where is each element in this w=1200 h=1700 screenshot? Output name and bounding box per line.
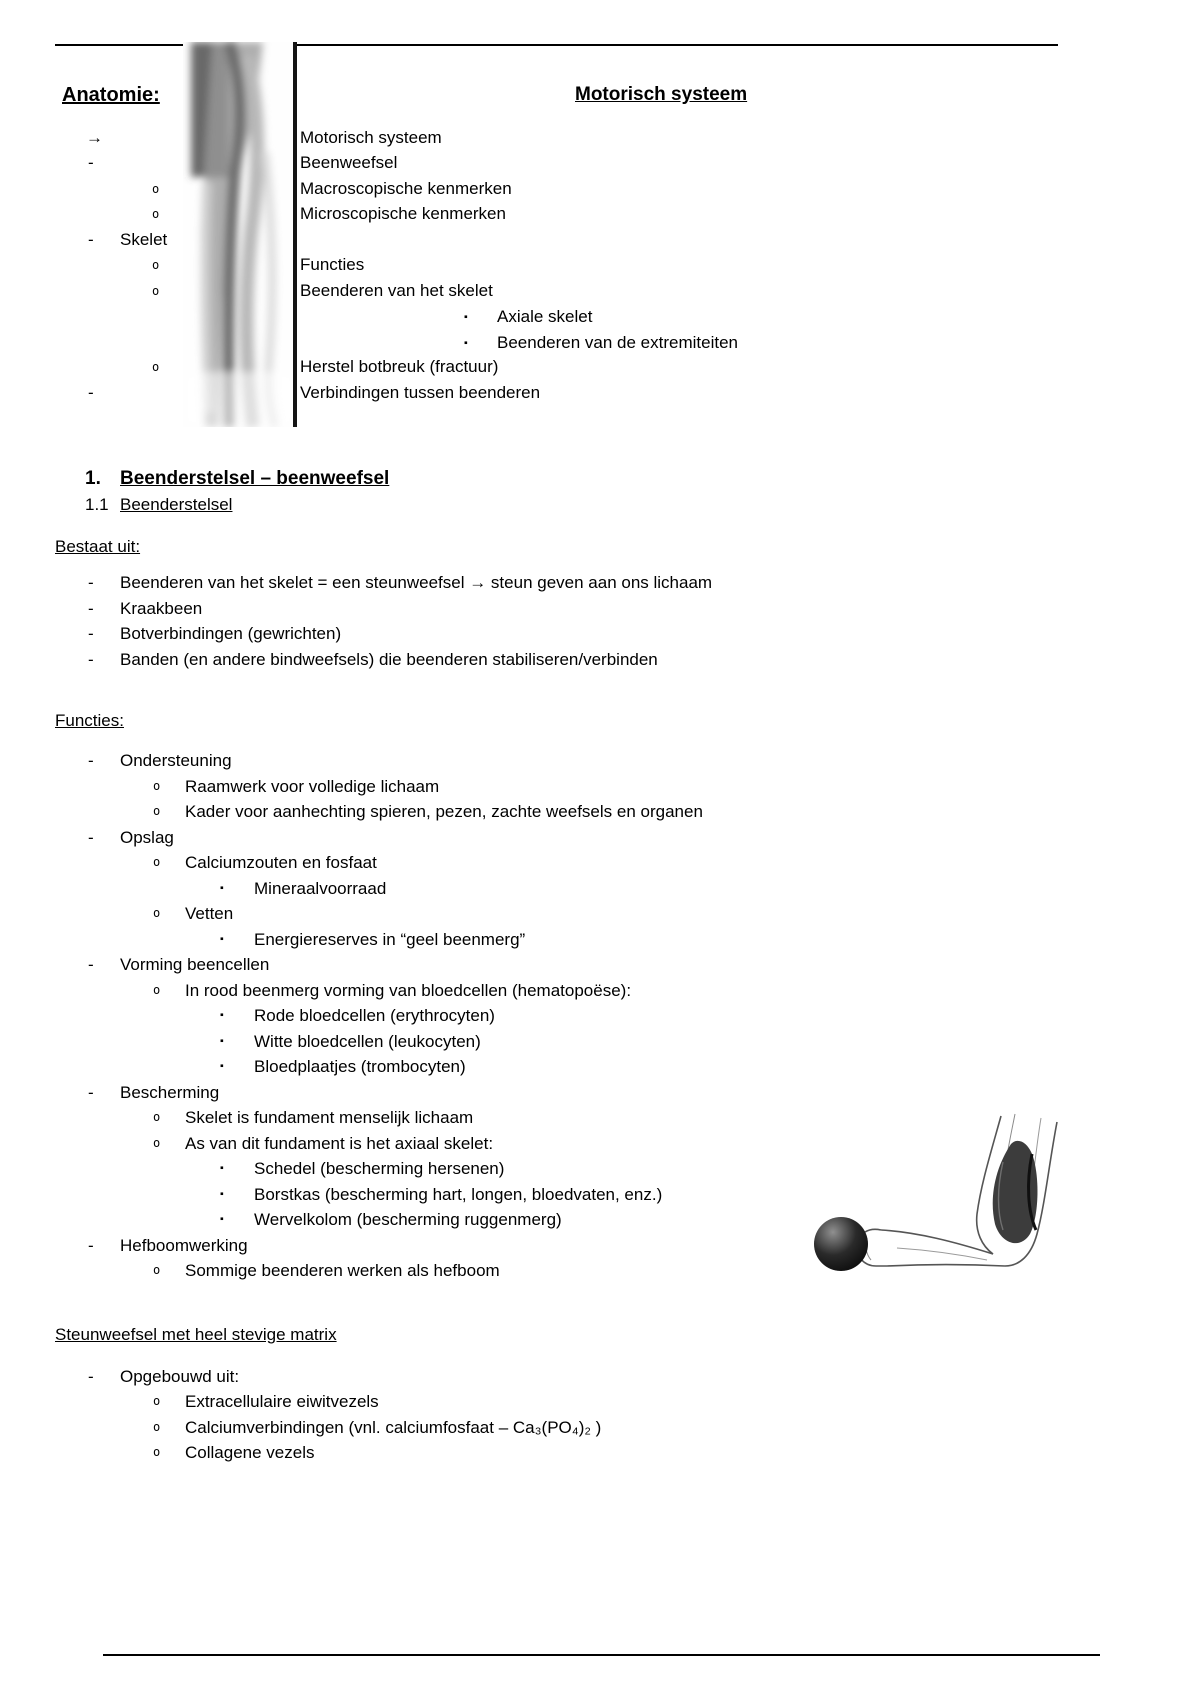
- arrow-bullet-icon: →: [86, 128, 103, 147]
- diagram-row: [0, 380, 1200, 406]
- diagram-line: Beenderen van het skelet: [300, 281, 493, 300]
- list-item: o Extracellulaire eiwitvezels: [0, 1389, 1200, 1415]
- section-number: 1.: [85, 468, 101, 489]
- list-item: o Sommige beenderen werken als hefboom: [0, 1258, 1200, 1284]
- diagram-line: Macroscopische kenmerken: [300, 179, 512, 198]
- list-item: - Vorming beencellen: [0, 952, 1200, 978]
- dash-bullet-icon: -: [88, 230, 94, 249]
- list-item: o Vetten: [0, 901, 1200, 927]
- square-bullet-icon: ▪: [220, 1060, 224, 1072]
- circle-bullet-icon: o: [153, 1135, 161, 1150]
- circle-bullet-icon: o: [153, 1263, 161, 1277]
- list-item: ▪ Witte bloedcellen (leukocyten): [0, 1029, 1200, 1055]
- dash-bullet-icon: -: [88, 1366, 94, 1386]
- list-item: ▪ Energiereserves in “geel beenmerg”: [0, 927, 1200, 953]
- list-item: - Banden (en andere bindweefsels) die beenderen stabiliseren/verbinden: [0, 647, 1200, 673]
- diagram-label-skelet: Skelet: [120, 230, 168, 249]
- diagram-line: Microscopische kenmerken: [300, 204, 506, 223]
- diagram-row: [0, 278, 1200, 304]
- diagram-row: [0, 354, 1200, 380]
- dash-bullet-icon: -: [88, 624, 94, 643]
- subsection-heading: [0, 492, 1200, 518]
- circle-bullet-icon: o: [153, 1110, 161, 1124]
- list-item: ▪ Rode bloedcellen (erythrocyten): [0, 1003, 1200, 1029]
- diagram-line: Verbindingen tussen beenderen: [300, 383, 541, 402]
- circle-bullet-icon: o: [152, 207, 160, 221]
- diagram-row: [0, 125, 1200, 151]
- list-item: o In rood beenmerg vorming van bloedcellen (hematopoëse):: [0, 978, 1200, 1004]
- list-item: o As van dit fundament is het axiaal skelet:: [0, 1131, 1200, 1157]
- list-item: ▪ Borstkas (bescherming hart, longen, bloedvaten, enz.): [0, 1182, 1200, 1208]
- diagram-row: [0, 201, 1200, 227]
- steunweefsel-heading: Steunweefsel met heel stevige matrix: [55, 1324, 337, 1344]
- circle-bullet-icon: o: [153, 1419, 161, 1434]
- diagram-row: [0, 252, 1200, 278]
- square-bullet-icon: ▪: [220, 881, 224, 894]
- list-item: o Skelet is fundament menselijk lichaam: [0, 1105, 1200, 1131]
- square-bullet-icon: ▪: [220, 1187, 224, 1200]
- diagram-row: [0, 330, 1200, 356]
- arm-flex-illustration: [805, 1112, 1067, 1300]
- circle-bullet-icon: o: [153, 906, 161, 920]
- diagram-row: [0, 176, 1200, 202]
- bestaat-list: [0, 570, 1200, 672]
- page-title-left: Anatomie:: [62, 84, 160, 106]
- list-item: - Opgebouwd uit:: [0, 1364, 1200, 1390]
- document-body: [0, 465, 1200, 1466]
- list-item: - Beenderen van het skelet = een steunweefsel → steun geven aan ons lichaam: [0, 570, 1200, 596]
- list-item: o Collagene vezels: [0, 1440, 1200, 1466]
- diagram-row: [0, 227, 1200, 253]
- list-item: - Opslag: [0, 825, 1200, 851]
- steunweefsel-list: [0, 1364, 1200, 1466]
- dash-bullet-icon: -: [88, 383, 94, 402]
- diagram-row: [0, 150, 1200, 176]
- list-item: - Botverbindingen (gewrichten): [0, 621, 1200, 647]
- subsection-number: 1.1: [85, 495, 109, 514]
- section-heading: [0, 465, 1200, 492]
- square-bullet-icon: ▪: [220, 932, 224, 945]
- diagram-line: Axiale skelet: [497, 307, 593, 326]
- square-bullet-icon: ▪: [220, 1213, 224, 1225]
- circle-bullet-icon: o: [152, 258, 160, 272]
- square-bullet-icon: ▪: [464, 337, 468, 349]
- diagram-line: Functies: [300, 255, 365, 274]
- diagram-line: Beenderen van de extremiteiten: [497, 333, 738, 352]
- dash-bullet-icon: -: [88, 955, 94, 974]
- list-item: ▪ Mineraalvoorraad: [0, 876, 1200, 902]
- diagram-line: Beenweefsel: [300, 153, 398, 172]
- list-item: ▪ Bloedplaatjes (trombocyten): [0, 1054, 1200, 1080]
- dash-bullet-icon: -: [88, 1082, 94, 1102]
- circle-bullet-icon: o: [153, 778, 161, 793]
- square-bullet-icon: ▪: [220, 1162, 224, 1174]
- list-item: - Hefboomwerking: [0, 1233, 1200, 1259]
- list-item: - Kraakbeen: [0, 596, 1200, 622]
- list-item: o Calciumverbindingen (vnl. calciumfosfaat – Ca₃(PO₄)₂ ): [0, 1415, 1200, 1441]
- bestaat-heading: Bestaat uit:: [55, 537, 141, 556]
- list-item: - Bescherming: [0, 1080, 1200, 1106]
- list-item: o Kader voor aanhechting spieren, pezen, zachte weefsels en organen: [0, 799, 1200, 825]
- diagram-line: Herstel botbreuk (fractuur): [300, 357, 499, 376]
- circle-bullet-icon: o: [152, 182, 160, 196]
- dash-bullet-icon: -: [88, 153, 94, 172]
- list-item: ▪ Schedel (bescherming hersenen): [0, 1156, 1200, 1182]
- bottom-rule: [103, 1654, 1100, 1656]
- diagram-line: Motorisch systeem: [300, 128, 442, 147]
- functies-heading: Functies:: [55, 711, 124, 730]
- section-title: Beenderstelsel – beenweefsel: [120, 468, 390, 489]
- dash-bullet-icon: -: [88, 573, 94, 592]
- diagram-row: [0, 304, 1200, 330]
- dash-bullet-icon: -: [88, 1235, 94, 1255]
- circle-bullet-icon: o: [152, 284, 160, 298]
- list-item: o Calciumzouten en fosfaat: [0, 850, 1200, 876]
- circle-bullet-icon: o: [153, 1394, 161, 1408]
- dash-bullet-icon: -: [88, 649, 94, 669]
- dash-bullet-icon: -: [88, 598, 94, 618]
- list-item: ▪ Wervelkolom (bescherming ruggenmerg): [0, 1207, 1200, 1233]
- list-item: - Ondersteuning: [0, 748, 1200, 774]
- dash-bullet-icon: -: [88, 827, 94, 847]
- dash-bullet-icon: -: [88, 751, 94, 770]
- list-item: o Raamwerk voor volledige lichaam: [0, 774, 1200, 800]
- circle-bullet-icon: o: [153, 1445, 161, 1459]
- square-bullet-icon: ▪: [220, 1034, 224, 1047]
- page-title-right: Motorisch systeem: [575, 84, 748, 105]
- subsection-title: Beenderstelsel: [120, 495, 233, 514]
- circle-bullet-icon: o: [152, 360, 160, 374]
- circle-bullet-icon: o: [153, 982, 161, 997]
- square-bullet-icon: ▪: [220, 1009, 224, 1021]
- circle-bullet-icon: o: [153, 855, 161, 869]
- square-bullet-icon: ▪: [464, 311, 468, 323]
- circle-bullet-icon: o: [153, 804, 161, 818]
